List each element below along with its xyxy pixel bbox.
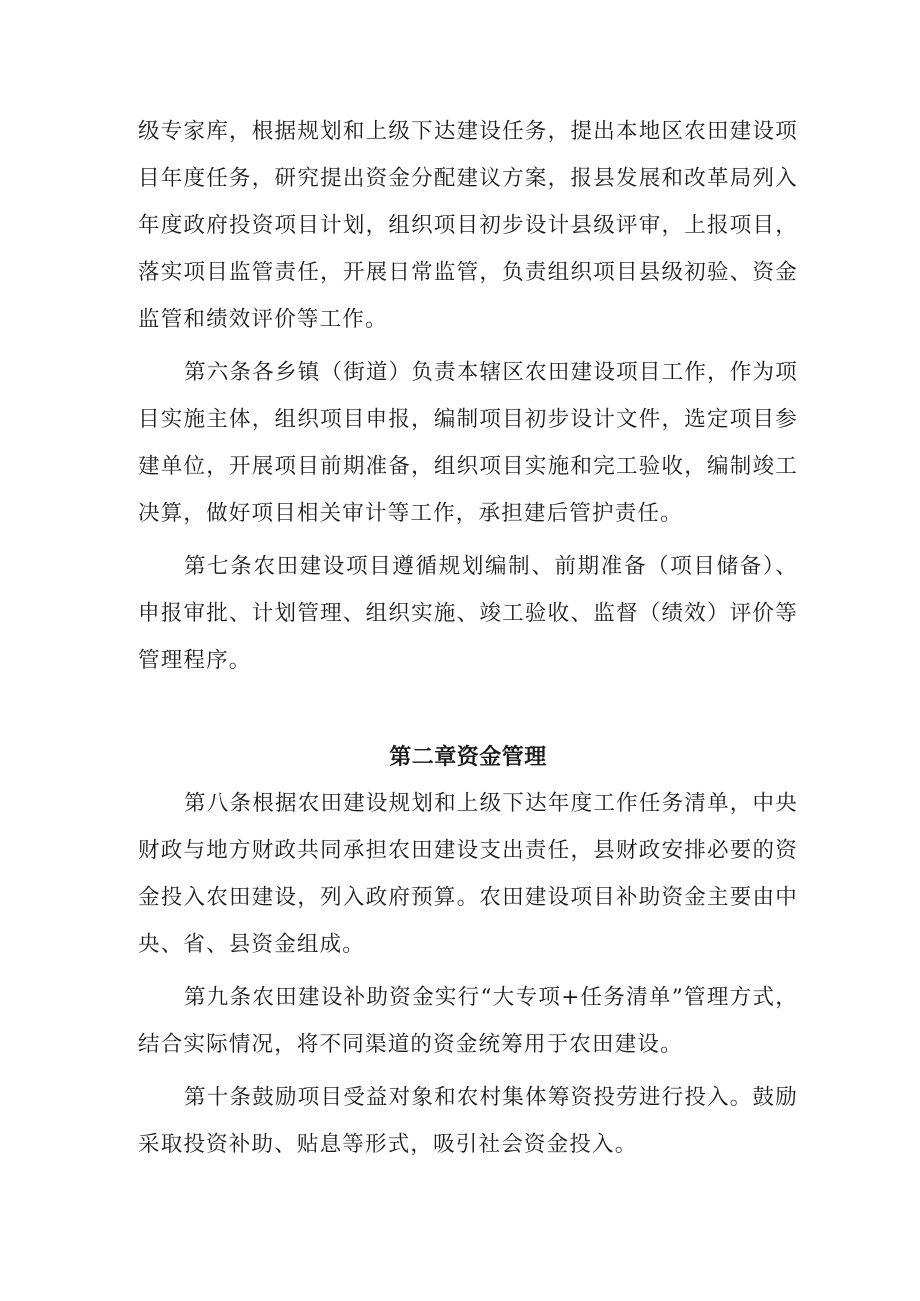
chapter-title: 第二章资金管理: [389, 745, 547, 770]
paragraph-article-8: 第八条根据农田建设规划和上级下达年度工作任务清单，中央财政与地方财政共同承担农田建设支出责任，县财政安排必要的资金投入农田建设，列入政府预算。农田建设项目补助资金主要由中央、省、县资金组成。: [138, 791, 798, 957]
paragraph-article-6: 第六条各乡镇（街道）负责本辖区农田建设项目工作，作为项目实施主体，组织项目申报，编制项目初步设计文件，选定项目参建单位，开展项目前期准备，组织项目实施和完工验收，编制竣工决算，做好项目相关审计等工作，承担建后管护责任。: [138, 360, 798, 526]
paragraph-article-7: 第七条农田建设项目遵循规划编制、前期准备（项目储备）、申报审批、计划管理、组织实施、竣工验收、监督（绩效）评价等管理程序。: [138, 554, 798, 673]
paragraph-article-10: 第十条鼓励项目受益对象和农村集体筹资投劳进行投入。鼓励采取投资补助、贴息等形式，吸引社会资金投入。: [138, 1085, 798, 1157]
paragraph-continued-duties: 级专家库，根据规划和上级下达建设任务，提出本地区农田建设项目年度任务，研究提出资金分配建议方案，报县发展和改革局列入年度政府投资项目计划，组织项目初步设计县级评审，上报项目，落实项目监管责任，开展日常监管，负责组织项目县级初验、资金监管和绩效评价等工作。: [138, 119, 798, 332]
paragraph-article-9: 第九条农田建设补助资金实行“大专项+任务清单”管理方式，结合实际情况，将不同渠道的资金统筹用于农田建设。: [138, 985, 798, 1057]
document-body: [138, 108, 798, 1174]
